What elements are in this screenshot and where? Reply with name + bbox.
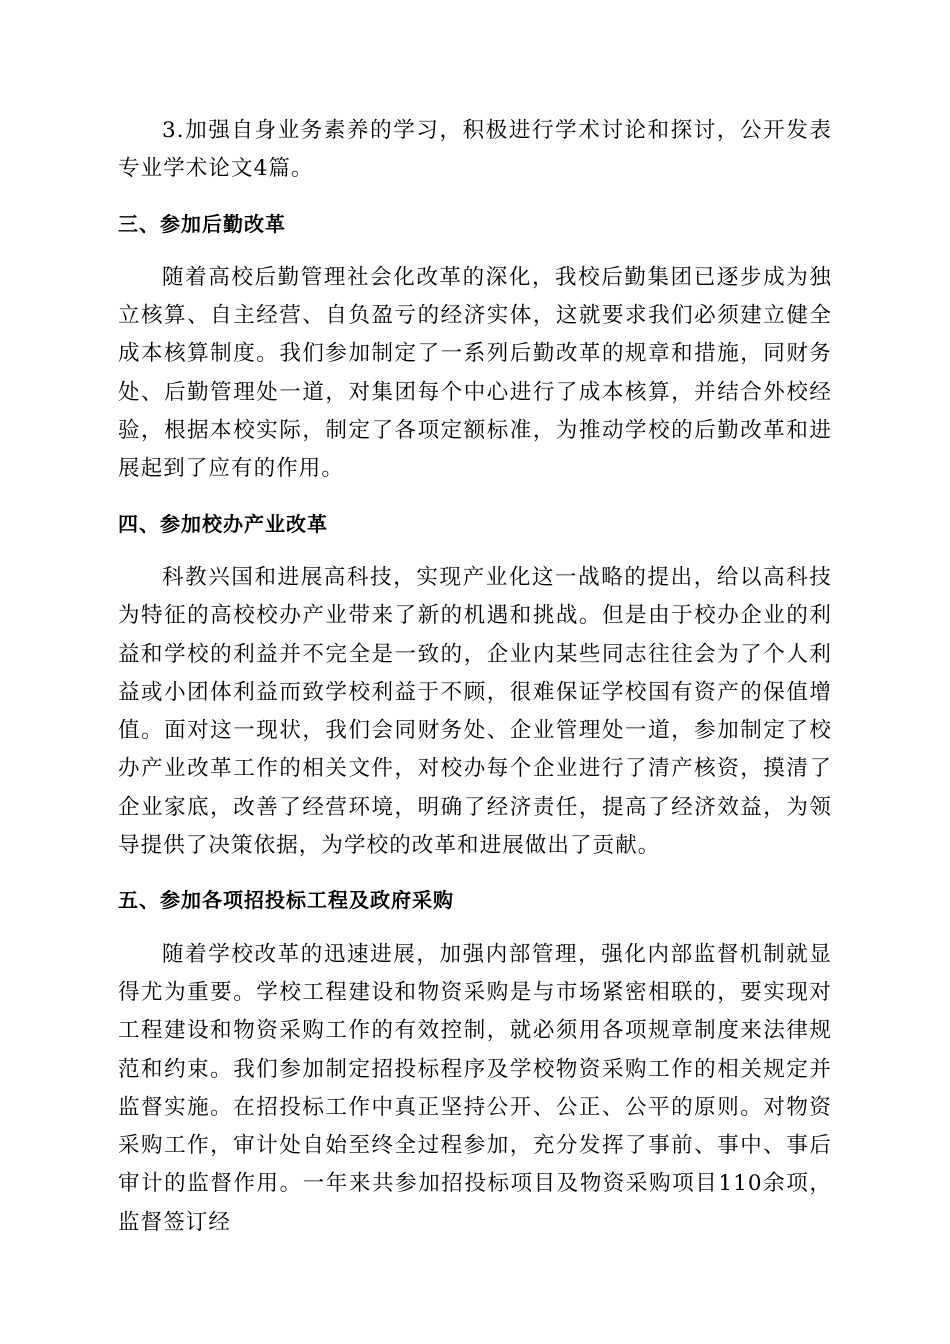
spacer — [118, 189, 832, 205]
section-3-heading: 三、参加后勤改革 — [118, 211, 286, 236]
document-page — [118, 112, 832, 1242]
spacer — [118, 543, 832, 559]
section-4-body: 科教兴国和进展高科技，实现产业化这一战略的提出，给以高科技为特征的高校校办产业带来了新的机遇和挑战。但是由于校办企业的利益和学校的利益并不完全是一致的，企业内某些同志往往会为了个人利益或小团体利益而致学校利益于不顾，很难保证学校国有资产的保值增值。面对这一现状，我们会同财务处、企业管理处一道，参加制定了校办产业改革工作的相关文件，对校办每个企业进行了清产核资，摸清了企业家底，改善了经营环境，明确了经济责任，提高了经济效益，为领导提供了决策依据，为学校的改革和进展做出了贡献。 — [118, 564, 832, 859]
section-4-heading: 四、参加校办产业改革 — [118, 511, 328, 536]
spacer — [118, 865, 832, 881]
spacer — [118, 489, 832, 505]
item-3-paragraph: 3.加强自身业务素养的学习，积极进行学术讨论和探讨，公开发表专业学术论文4篇。 — [118, 118, 832, 182]
section-5-heading: 五、参加各项招投标工程及政府采购 — [118, 888, 454, 913]
spacer — [118, 243, 832, 259]
section-5-body: 随着学校改革的迅速进展，加强内部管理，强化内部监督机制就显得尤为重要。学校工程建设和物资采购是与市场紧密相联的，要实现对工程建设和物资采购工作的有效控制，就必须用各项规章制度来法律规范和约束。我们参加制定招投标程序及学校物资采购工作的相关规定并监督实施。在招投标工作中真正坚持公开、公正、公平的原则。对物资采购工作，审计处自始至终全过程参加，充分发挥了事前、事中、事后审计的监督作用。一年来共参加招投标项目及物资采购项目110余项，监督签订经 — [118, 941, 832, 1235]
spacer — [118, 920, 832, 936]
section-3-body: 随着高校后勤管理社会化改革的深化，我校后勤集团已逐步成为独立核算、自主经营、自负盈亏的经济实体，这就要求我们必须建立健全成本核算制度。我们参加制定了一系列后勤改革的规章和措施，同财务处、后勤管理处一道，对集团每个中心进行了成本核算，并结合外校经验，根据本校实际，制定了各项定额标准，为推动学校的后勤改革和进展起到了应有的作用。 — [118, 264, 832, 482]
